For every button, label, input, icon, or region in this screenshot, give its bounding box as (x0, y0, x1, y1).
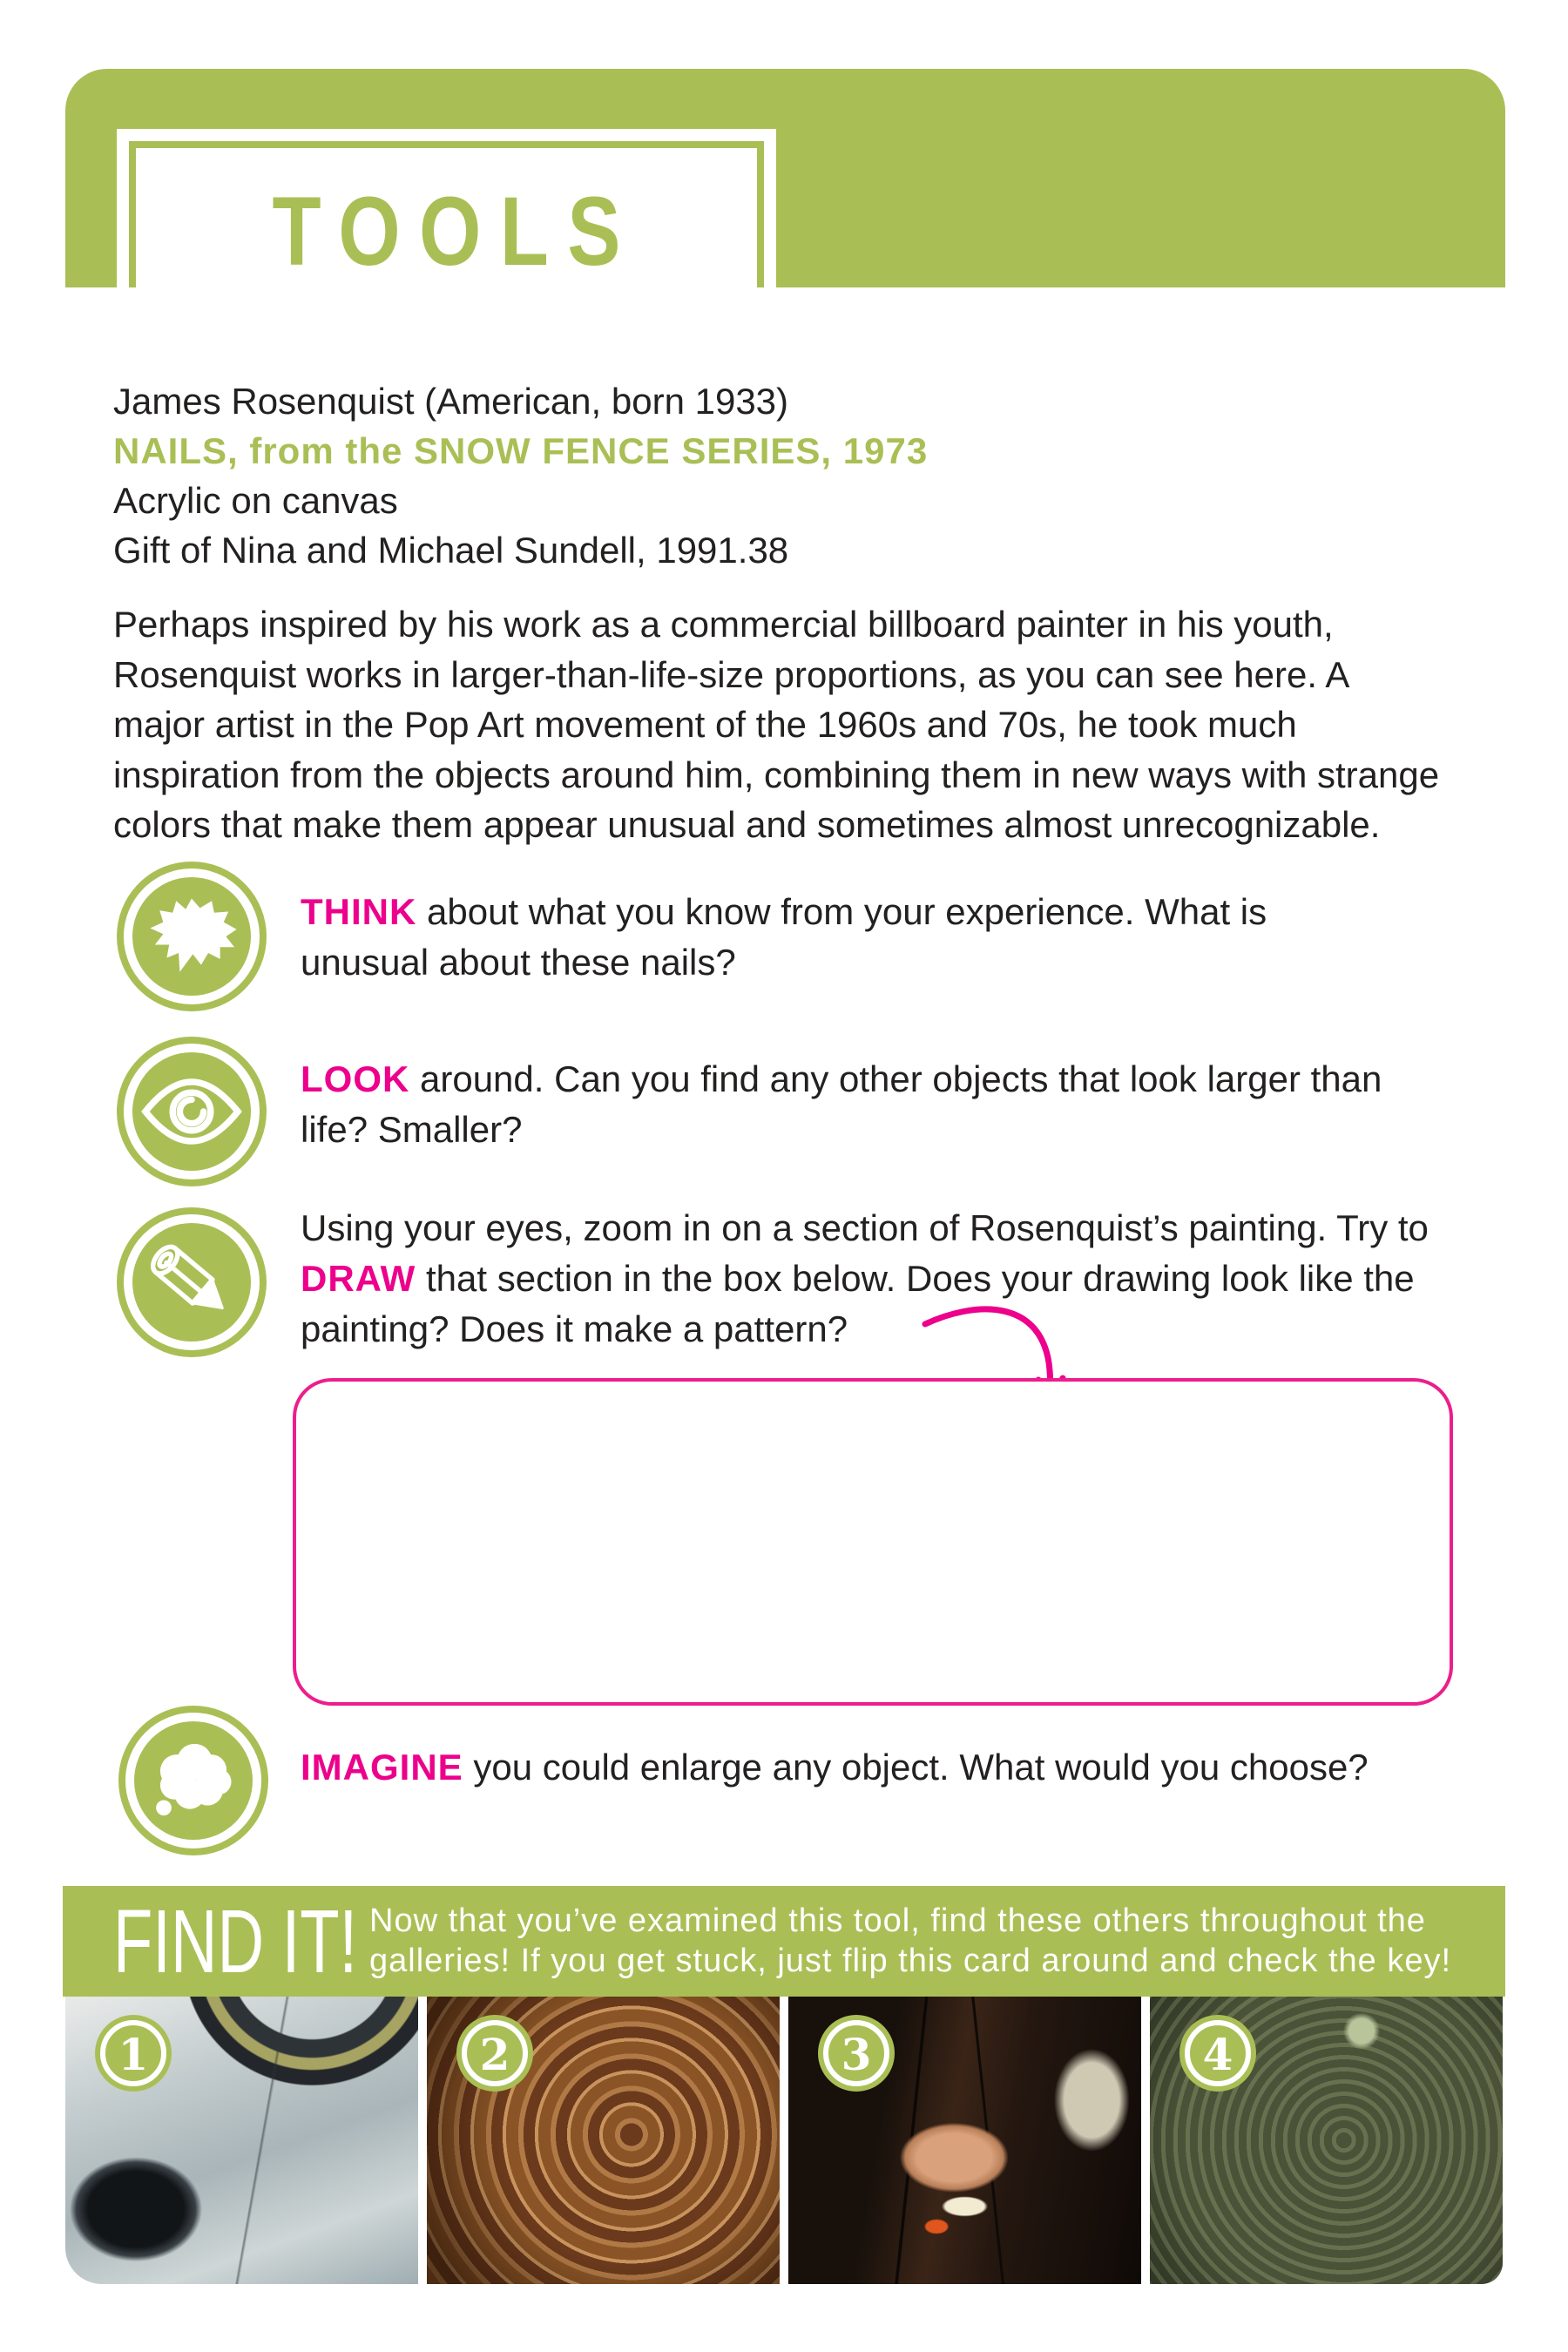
find-it-banner (63, 1886, 1505, 1997)
findit-thumbnail-4-green-relief (1150, 1997, 1503, 2284)
badge-number: 4 (1202, 2028, 1233, 2080)
findit-thumbnail-1-silver-sculpture (65, 1997, 418, 2284)
intro-paragraph: Perhaps inspired by his work as a commercial billboard painter in his youth, Rosenquist works in larger-than-life-size proportions, as you can see here. A major artist in the Pop Art movement of the 1960s and 70s, he took much inspiration from the objects around him, combining them in new ways with strange colors that make them appear unusual and sometimes almost unrecognizable. (113, 604, 1440, 845)
pencil-icon (132, 1223, 251, 1342)
activity-post-text: about what you know from your experience. What is unusual about these nails? (301, 891, 1267, 983)
look-activity-icon (117, 1037, 267, 1186)
tools-title-box (117, 129, 776, 287)
number-badge (456, 2015, 533, 2092)
medium-line: Acrylic on canvas (113, 480, 398, 521)
eye-icon (132, 1052, 251, 1171)
page-title: TOOLS (272, 177, 639, 286)
number-badge (1179, 2015, 1256, 2092)
imagine-activity-text (301, 1742, 1459, 1793)
activity-post-text: you could enlarge any object. What would you choose? (463, 1747, 1369, 1788)
thought-bubble-icon (134, 1721, 253, 1840)
imagine-activity-icon (118, 1706, 268, 1855)
draw-keyword: DRAW (301, 1258, 416, 1299)
draw-activity-text (301, 1203, 1485, 1355)
think-keyword: THINK (301, 891, 417, 932)
badge-number: 1 (118, 2028, 149, 2080)
activity-pre-text: Using your eyes, zoom in on a section of Rosenquist’s painting. Try to (301, 1207, 1429, 1248)
activity-post-text: around. Can you find any other objects that look larger than life? Smaller? (301, 1058, 1382, 1150)
number-badge (95, 2015, 172, 2092)
credit-line: Gift of Nina and Michael Sundell, 1991.38 (113, 530, 789, 571)
burst-icon (132, 877, 251, 996)
drawing-box[interactable] (293, 1378, 1453, 1706)
badge-number: 2 (479, 2028, 510, 2080)
find-it-heading: FIND IT! (113, 1891, 358, 1991)
find-it-description (369, 1901, 1451, 1981)
imagine-keyword: IMAGINE (301, 1747, 463, 1788)
findit-thumbnail-2-engraved-disc (427, 1997, 780, 2284)
artist-line: James Rosenquist (American, born 1933) (113, 381, 789, 422)
findit-thumbnail-3-painting-palette (788, 1997, 1141, 2284)
find-it-description-line: Now that you’ve examined this tool, find these others throughout the (369, 1903, 1426, 1939)
look-activity-text (301, 1054, 1433, 1155)
look-keyword: LOOK (301, 1058, 410, 1099)
artwork-info (113, 376, 928, 575)
think-activity-icon (117, 862, 267, 1011)
think-activity-text (301, 887, 1337, 988)
find-it-description-line: galleries! If you get stuck, just flip this card around and check the key! (369, 1943, 1452, 1979)
draw-activity-icon (117, 1207, 267, 1357)
artwork-title-line: NAILS, from the SNOW FENCE SERIES, 1973 (113, 430, 929, 471)
activity-post-text: that section in the box below. Does your drawing look like the painting? Does it make a pattern? (301, 1258, 1415, 1349)
number-badge (818, 2015, 895, 2092)
badge-number: 3 (841, 2028, 872, 2080)
